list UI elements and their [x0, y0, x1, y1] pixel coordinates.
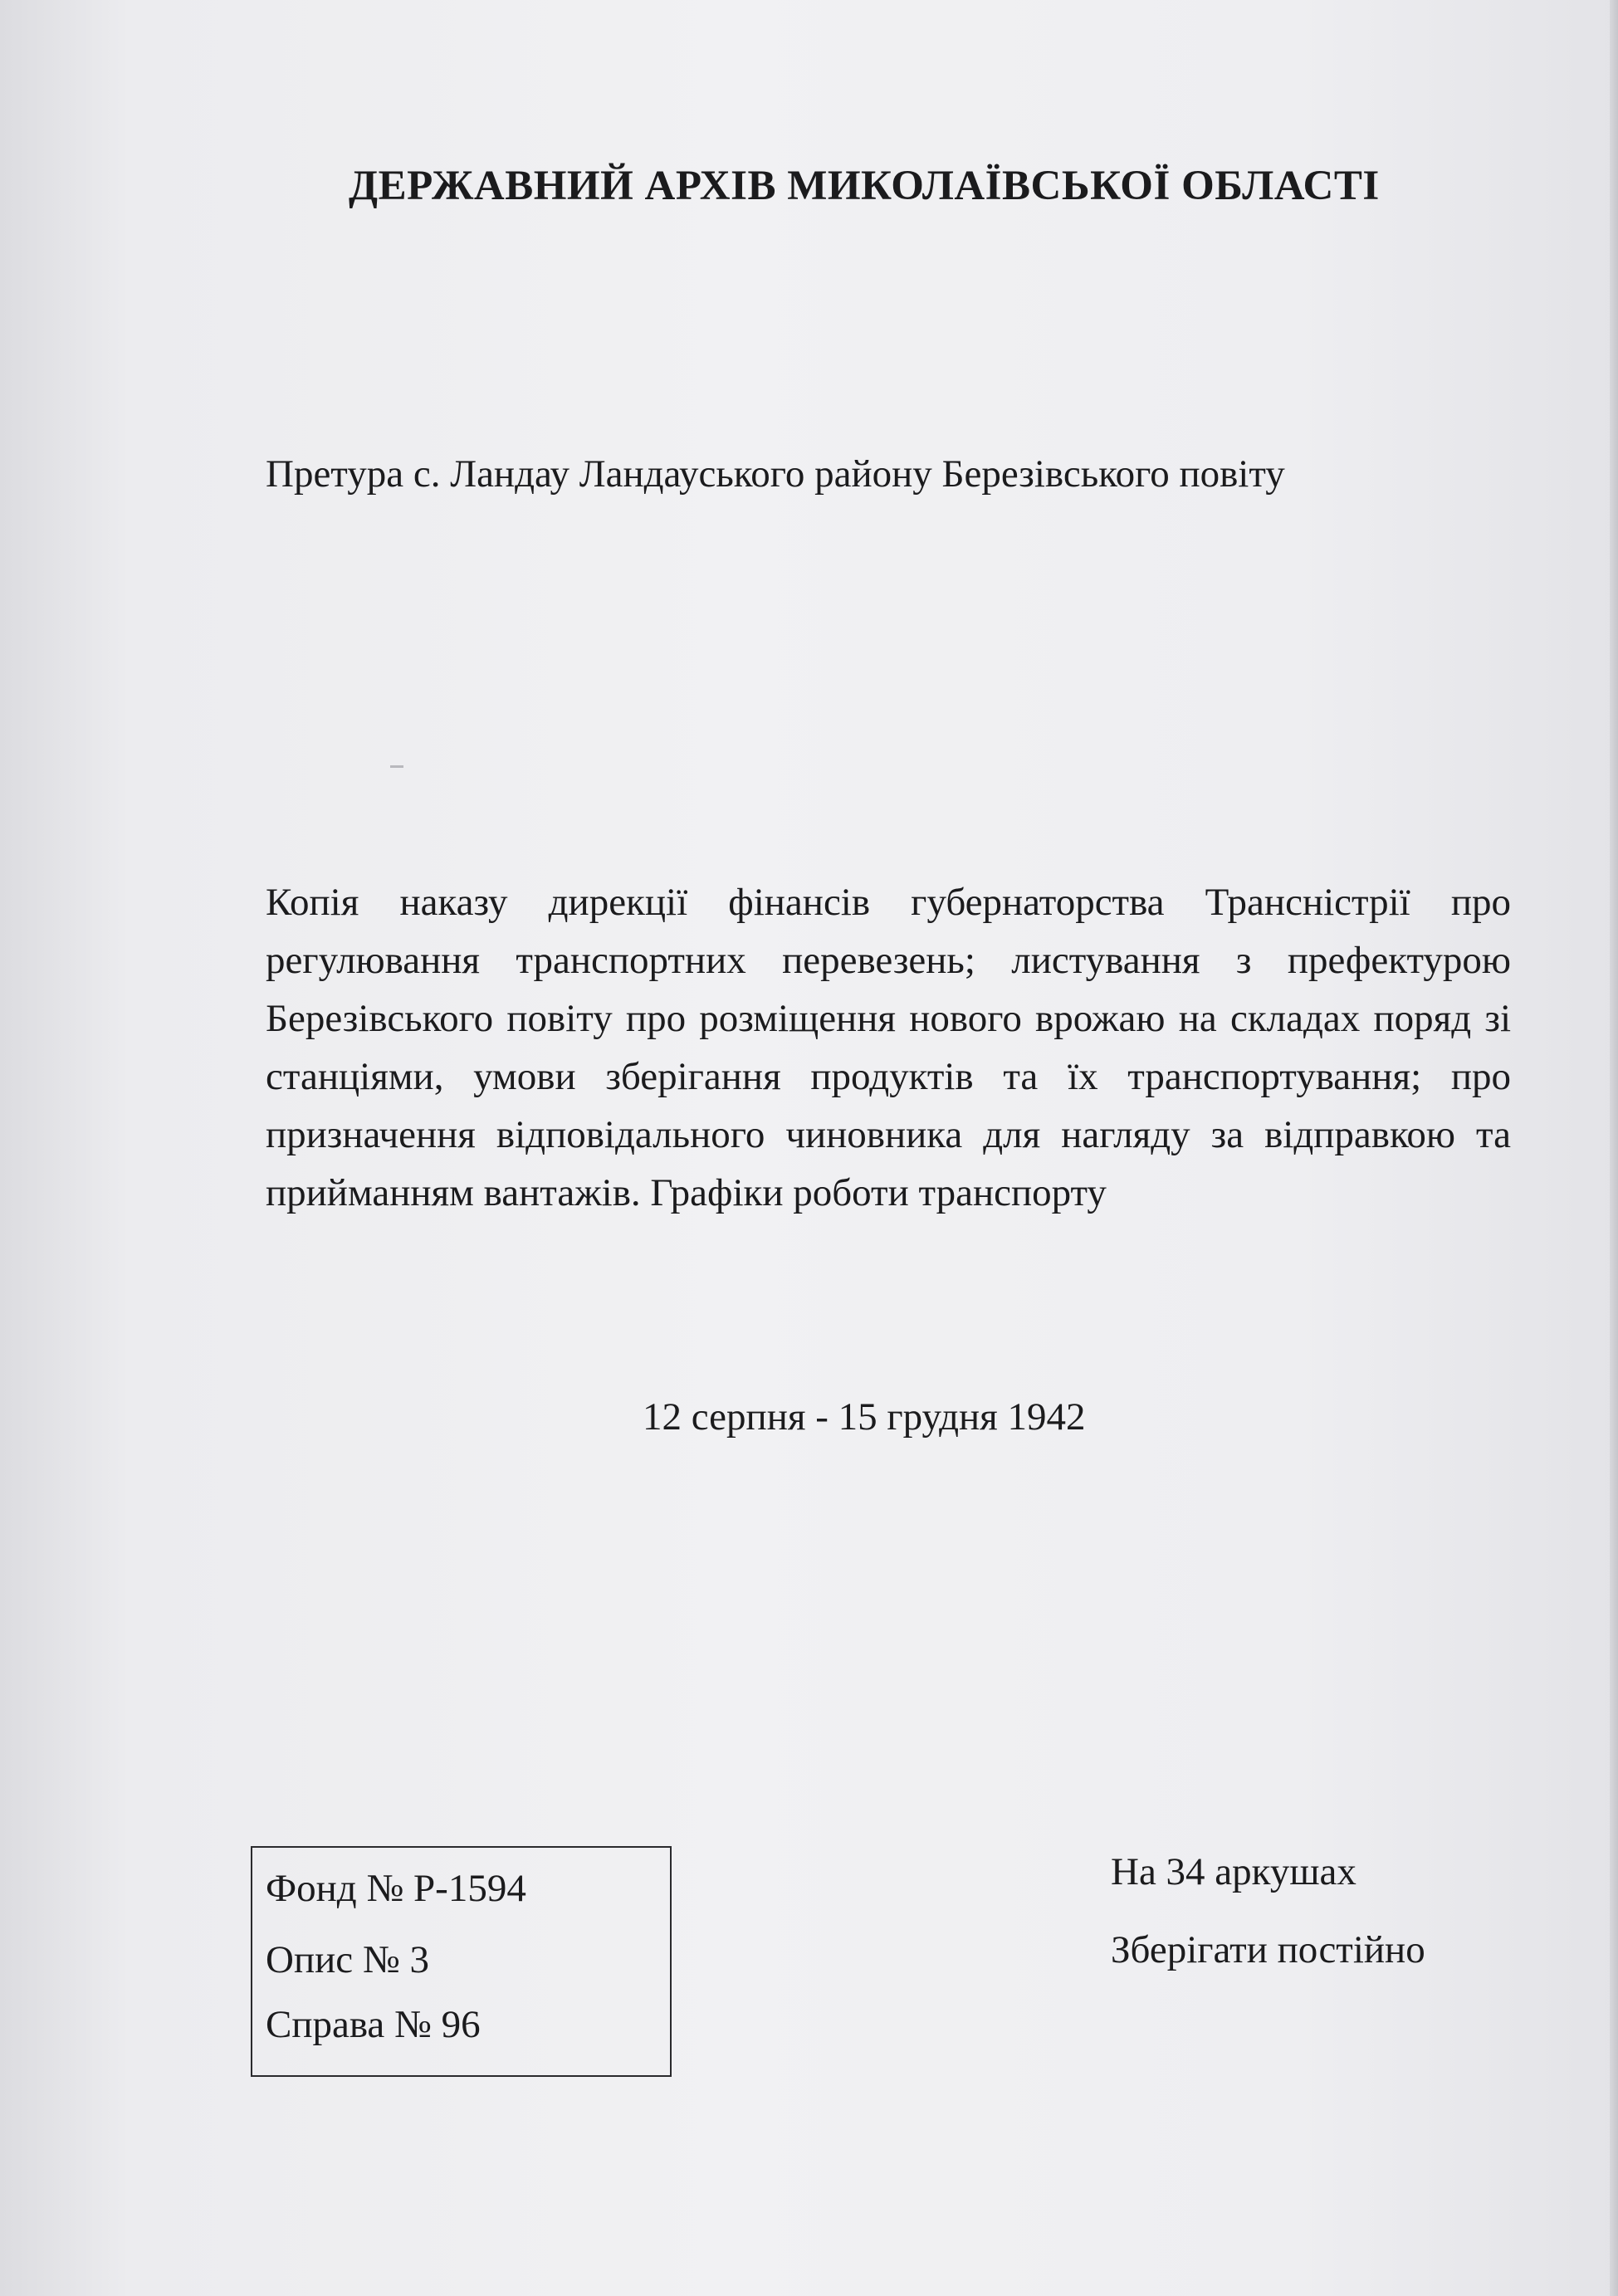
- opys-number: Опис № 3: [266, 1938, 429, 1981]
- sheet-count: На 34 аркушах: [1111, 1850, 1356, 1893]
- page-edge: [1610, 0, 1618, 2296]
- fond-number: Фонд № Р-1594: [266, 1867, 526, 1910]
- sprava-number: Справа № 96: [266, 2003, 481, 2046]
- stray-mark: [390, 765, 403, 768]
- retention-note: Зберігати постійно: [1111, 1928, 1425, 1971]
- date-range: 12 серпня - 15 грудня 1942: [643, 1395, 1086, 1439]
- archival-reference-box: [251, 1846, 672, 2077]
- fund-creator: Претура с. Ландау Ландауського району Березівського повіту: [266, 452, 1285, 496]
- archive-title: ДЕРЖАВНИЙ АРХІВ МИКОЛАЇВСЬКОЇ ОБЛАСТІ: [349, 163, 1380, 209]
- case-description: Копія наказу дирекції фінансів губернаторства Трансністрії про регулювання транспортних перевезень; листування з префектурою Березівського повіту про розміщення нового врожаю на складах поряд зі станціями, умови зберігання продуктів та їх транспортування; про призначення відповідального чиновника для нагляду за відправкою та прийманням вантажів. Графіки роботи транспорту: [266, 881, 1511, 1214]
